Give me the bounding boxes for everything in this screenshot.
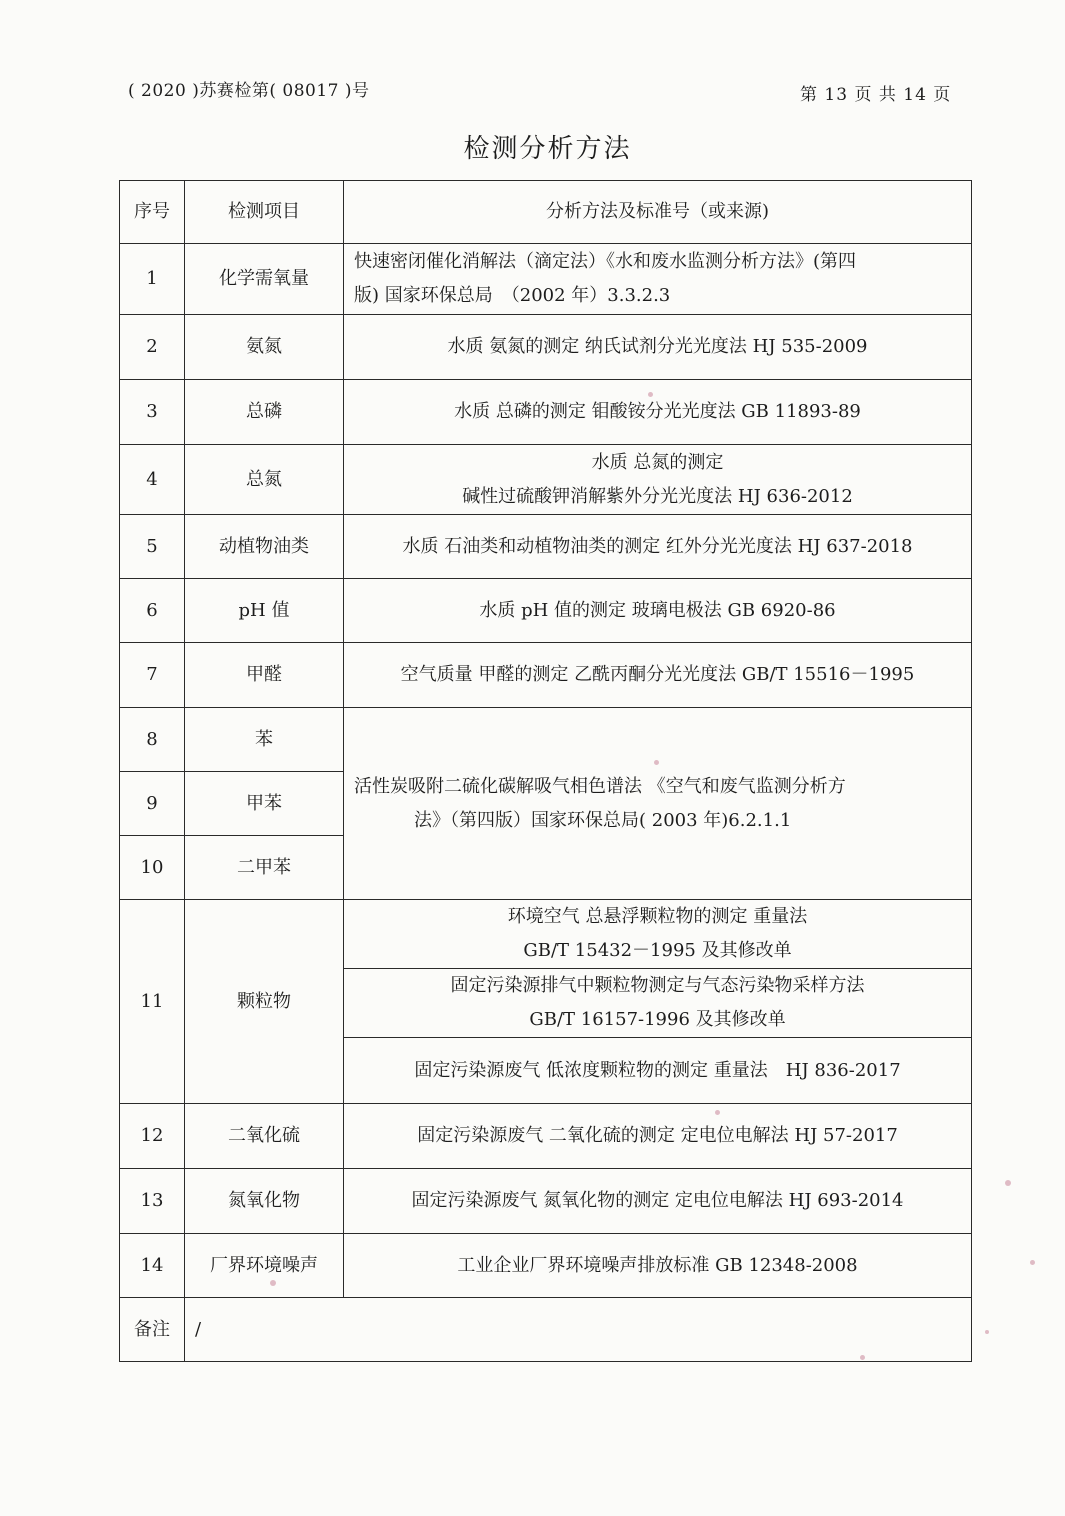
method-line: 碱性过硫酸钾消解紫外分光光度法 HJ 636-2012 bbox=[462, 485, 853, 507]
row-no: 10 bbox=[120, 836, 185, 900]
method-line: 快速密闭催化消解法（滴定法）《水和废水监测分析方法》(第四 bbox=[354, 251, 857, 272]
table-row bbox=[120, 315, 972, 380]
row-item: 二甲苯 bbox=[185, 836, 344, 900]
row-no: 12 bbox=[120, 1104, 185, 1169]
remarks-row bbox=[120, 1298, 972, 1362]
row-method: 固定污染源废气 二氧化硫的测定 定电位电解法 HJ 57-2017 bbox=[344, 1104, 972, 1169]
table-row bbox=[120, 579, 972, 643]
scan-speck bbox=[860, 1355, 865, 1360]
row-method: 水质 石油类和动植物油类的测定 红外分光光度法 HJ 637-2018 bbox=[344, 515, 972, 579]
row-item: 甲苯 bbox=[185, 772, 344, 836]
table-row bbox=[120, 515, 972, 579]
row-item: 厂界环境噪声 bbox=[185, 1234, 344, 1298]
row-item: pH 值 bbox=[185, 579, 344, 643]
row-no: 13 bbox=[120, 1169, 185, 1234]
row-no: 2 bbox=[120, 315, 185, 380]
benzene-method bbox=[344, 708, 972, 900]
row-no: 5 bbox=[120, 515, 185, 579]
row-method: 水质 总磷的测定 钼酸铵分光光度法 GB 11893-89 bbox=[344, 380, 972, 445]
row-item: 总磷 bbox=[185, 380, 344, 445]
remarks-value: / bbox=[185, 1298, 972, 1362]
row-no: 11 bbox=[120, 900, 185, 1104]
row-method bbox=[344, 244, 972, 315]
row-item: 二氧化硫 bbox=[185, 1104, 344, 1169]
row-item: 总氮 bbox=[185, 445, 344, 515]
table-row bbox=[120, 1169, 972, 1234]
method-line: GB/T 15432－1995 及其修改单 bbox=[523, 940, 792, 961]
header-no: 序号 bbox=[120, 181, 185, 244]
report-number: ( 2020 )苏赛检第( 08017 )号 bbox=[128, 81, 370, 101]
page-info: 第 13 页 共 14 页 bbox=[800, 85, 952, 105]
row-no: 7 bbox=[120, 643, 185, 708]
method-line: 活性炭吸附二硫化碳解吸气相色谱法 《空气和废气监测分析方 bbox=[354, 775, 846, 797]
scan-speck bbox=[1030, 1260, 1035, 1265]
table-row bbox=[120, 1234, 972, 1298]
row-method: 固定污染源废气 氮氧化物的测定 定电位电解法 HJ 693-2014 bbox=[344, 1169, 972, 1234]
method-line: 法》（第四版）国家环保总局( 2003 年)6.2.1.1 bbox=[414, 809, 792, 831]
table-row bbox=[120, 708, 972, 772]
row-no: 1 bbox=[120, 244, 185, 315]
particulate-method bbox=[344, 900, 972, 969]
table-row bbox=[120, 445, 972, 515]
row-item: 苯 bbox=[185, 708, 344, 772]
table-row bbox=[120, 380, 972, 445]
header-item: 检测项目 bbox=[185, 181, 344, 244]
row-no: 4 bbox=[120, 445, 185, 515]
scan-speck bbox=[270, 1280, 276, 1286]
row-item: 甲醛 bbox=[185, 643, 344, 708]
table-row bbox=[120, 643, 972, 708]
particulate-method: 固定污染源废气 低浓度颗粒物的测定 重量法 HJ 836-2017 bbox=[344, 1038, 972, 1104]
method-line: 环境空气 总悬浮颗粒物的测定 重量法 bbox=[507, 906, 808, 927]
row-item: 氨氮 bbox=[185, 315, 344, 380]
row-no: 6 bbox=[120, 579, 185, 643]
scan-speck bbox=[654, 760, 659, 765]
row-method: 水质 pH 值的测定 玻璃电极法 GB 6920-86 bbox=[344, 579, 972, 643]
row-no: 9 bbox=[120, 772, 185, 836]
row-item: 颗粒物 bbox=[185, 900, 344, 1104]
scan-speck bbox=[715, 1110, 720, 1115]
scan-speck bbox=[1005, 1180, 1011, 1186]
row-item: 化学需氧量 bbox=[185, 244, 344, 315]
row-item: 氮氧化物 bbox=[185, 1169, 344, 1234]
page-title: 检测分析方法 bbox=[463, 134, 632, 164]
method-line: 水质 总氮的测定 bbox=[591, 451, 724, 473]
scan-speck bbox=[648, 392, 653, 397]
table-row bbox=[120, 900, 972, 969]
header-method: 分析方法及标准号（或来源) bbox=[344, 181, 972, 244]
methods-table bbox=[119, 180, 972, 1362]
row-method bbox=[344, 445, 972, 515]
method-line: 版) 国家环保总局 （2002 年）3.3.2.3 bbox=[354, 285, 671, 306]
scan-speck bbox=[985, 1330, 989, 1334]
remarks-label: 备注 bbox=[120, 1298, 185, 1362]
row-item: 动植物油类 bbox=[185, 515, 344, 579]
method-line: 固定污染源排气中颗粒物测定与气态污染物采样方法 bbox=[450, 975, 865, 996]
row-no: 8 bbox=[120, 708, 185, 772]
row-method: 工业企业厂界环境噪声排放标准 GB 12348-2008 bbox=[344, 1234, 972, 1298]
table-row bbox=[120, 244, 972, 315]
method-line: GB/T 16157-1996 及其修改单 bbox=[529, 1009, 786, 1030]
row-method: 水质 氨氮的测定 纳氏试剂分光光度法 HJ 535-2009 bbox=[344, 315, 972, 380]
row-method: 空气质量 甲醛的测定 乙酰丙酮分光光度法 GB/T 15516－1995 bbox=[344, 643, 972, 708]
table-header-row bbox=[120, 181, 972, 244]
row-no: 14 bbox=[120, 1234, 185, 1298]
row-no: 3 bbox=[120, 380, 185, 445]
table-row bbox=[120, 1104, 972, 1169]
particulate-method bbox=[344, 969, 972, 1038]
